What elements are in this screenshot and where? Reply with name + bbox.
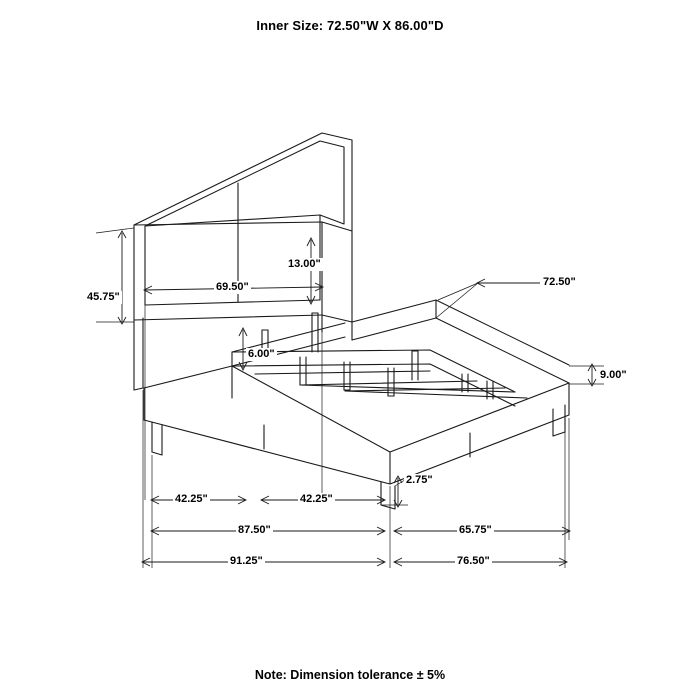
dim-72-50	[477, 279, 540, 287]
tolerance-note: Note: Dimension tolerance ± 5%	[254, 668, 446, 682]
dim-label-slat-clearance: 6.00"	[248, 348, 275, 360]
dim-label-upper-overall: 87.50"	[238, 524, 271, 536]
dim-label-headboard-height: 45.75"	[87, 291, 120, 303]
dim-label-side-depth: 65.75"	[459, 524, 492, 536]
dim-label-panel-height: 13.00"	[288, 258, 321, 270]
dim-label-bottom-depth: 76.50"	[457, 555, 490, 567]
dim-label-left-segment: 42.25"	[175, 493, 208, 505]
dim-label-headboard-width: 69.50"	[216, 281, 249, 293]
dimension-lines	[96, 228, 604, 568]
dim-label-rail-height: 9.00"	[600, 369, 627, 381]
dim-45-75	[118, 231, 126, 324]
page-title: Inner Size: 72.50"W X 86.00"D	[256, 18, 444, 33]
dim-9-00	[588, 364, 596, 386]
bed-frame-shape	[144, 300, 569, 509]
dim-label-rail-width: 72.50"	[543, 276, 576, 288]
dim-label-bottom-overall: 91.25"	[230, 555, 263, 567]
dim-label-leg-height: 2.75"	[406, 474, 433, 486]
dim-13-00	[307, 238, 315, 304]
dim-label-right-segment: 42.25"	[300, 493, 333, 505]
